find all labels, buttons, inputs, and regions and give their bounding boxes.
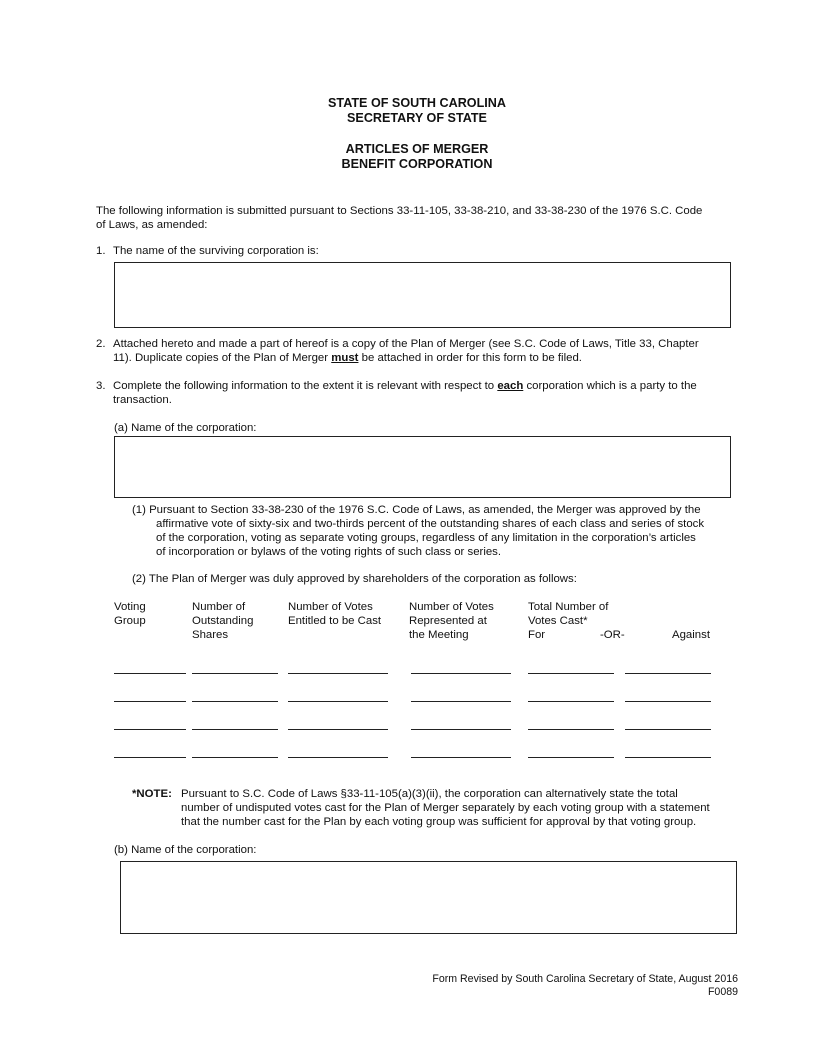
item-3-number: 3. bbox=[96, 380, 106, 392]
vote-row-4-votes-for-field[interactable] bbox=[528, 757, 614, 758]
col-header-or: -OR- bbox=[600, 629, 625, 641]
sub-2-text: (2) The Plan of Merger was duly approved by shareholders of the corporation as follows: bbox=[132, 573, 577, 585]
col-header-outstanding-shares bbox=[192, 600, 253, 642]
col-header-voting-group bbox=[114, 600, 146, 628]
item-3-each-emphasis: each bbox=[497, 380, 524, 392]
form-number: F0089 bbox=[707, 986, 738, 998]
item-3-line-1-post: corporation which is a party to the bbox=[523, 380, 697, 392]
vote-row-3-votes-for-field[interactable] bbox=[528, 729, 614, 730]
item-1-number: 1. bbox=[96, 245, 106, 257]
item-2-line-2-pre: 11). Duplicate copies of the Plan of Merger bbox=[113, 352, 332, 364]
vote-row-2-outstanding-shares-field[interactable] bbox=[192, 701, 278, 702]
form-title: ARTICLES OF MERGER bbox=[345, 142, 489, 156]
col-header-total-votes-l1: Total Number of bbox=[528, 601, 609, 613]
vote-row-1-votes-for-field[interactable] bbox=[528, 673, 614, 674]
vote-row-2-votes-for-field[interactable] bbox=[528, 701, 614, 702]
vote-row-1-outstanding-shares-field[interactable] bbox=[192, 673, 278, 674]
col-header-total-votes-cast bbox=[528, 600, 608, 628]
col-header-votes-represented-l2: Represented at bbox=[409, 615, 487, 627]
vote-row-2-votes-entitled-field[interactable] bbox=[288, 701, 388, 702]
vote-row-3-votes-represented-field[interactable] bbox=[411, 729, 511, 730]
vote-row-1-votes-represented-field[interactable] bbox=[411, 673, 511, 674]
col-header-for: For bbox=[528, 629, 546, 641]
col-header-votes-represented-l1: Number of Votes bbox=[409, 601, 494, 613]
item-2-must-emphasis: must bbox=[331, 352, 359, 364]
surviving-corporation-name-field[interactable] bbox=[114, 262, 731, 328]
vote-row-3-outstanding-shares-field[interactable] bbox=[192, 729, 278, 730]
col-header-votes-entitled bbox=[288, 600, 381, 628]
vote-row-1-voting-group-field[interactable] bbox=[114, 673, 186, 674]
col-header-outstanding-shares-l2: Outstanding bbox=[192, 615, 254, 627]
corporation-b-label: (b) Name of the corporation: bbox=[114, 844, 257, 856]
vote-row-4-outstanding-shares-field[interactable] bbox=[192, 757, 278, 758]
item-3-line-2: transaction. bbox=[113, 394, 172, 406]
col-header-votes-entitled-l2: Entitled to be Cast bbox=[288, 615, 382, 627]
vote-row-2-votes-against-field[interactable] bbox=[625, 701, 711, 702]
item-2-number: 2. bbox=[96, 338, 106, 350]
col-header-outstanding-shares-l3: Shares bbox=[192, 629, 229, 641]
col-header-outstanding-shares-l1: Number of bbox=[192, 601, 246, 613]
note-line-3: that the number cast for the Plan by each voting group was sufficient for approval by that voting group. bbox=[181, 816, 697, 828]
header-secretary: SECRETARY OF STATE bbox=[347, 111, 487, 125]
vote-row-3-votes-entitled-field[interactable] bbox=[288, 729, 388, 730]
vote-row-3-voting-group-field[interactable] bbox=[114, 729, 186, 730]
form-subtitle: BENEFIT CORPORATION bbox=[341, 157, 493, 171]
header-state: STATE OF SOUTH CAROLINA bbox=[328, 96, 506, 110]
item-2-line-1: Attached hereto and made a part of hereof is a copy of the Plan of Merger (see S.C. Code of Laws, Title 33, Chapter bbox=[113, 338, 699, 350]
item-3-line-1-pre: Complete the following information to the extent it is relevant with respect to bbox=[113, 380, 498, 392]
col-header-against: Against bbox=[672, 629, 710, 641]
note-label: *NOTE: bbox=[132, 788, 172, 800]
vote-row-4-votes-entitled-field[interactable] bbox=[288, 757, 388, 758]
note-line-2: number of undisputed votes cast for the Plan of Merger separately by each voting group with a statement bbox=[181, 802, 710, 814]
vote-row-4-votes-against-field[interactable] bbox=[625, 757, 711, 758]
item-2-line-2 bbox=[113, 351, 582, 365]
col-header-votes-entitled-l1: Number of Votes bbox=[288, 601, 373, 613]
form-revision-note: Form Revised by South Carolina Secretary of State, August 2016 bbox=[432, 973, 738, 985]
col-header-voting-group-l1: Voting bbox=[114, 601, 146, 613]
sub-1-line-2: affirmative vote of sixty-six and two-thirds percent of the outstanding shares of each class and series of stock bbox=[156, 518, 705, 530]
col-header-votes-represented bbox=[409, 600, 494, 642]
col-header-total-votes-l2: Votes Cast* bbox=[528, 615, 588, 627]
sub-1-line-1: (1) Pursuant to Section 33-38-230 of the 1976 S.C. Code of Laws, as amended, the Merger was approved by the bbox=[132, 504, 701, 516]
intro-line-2: of Laws, as amended: bbox=[96, 219, 208, 231]
col-header-voting-group-l2: Group bbox=[114, 615, 146, 627]
vote-row-2-voting-group-field[interactable] bbox=[114, 701, 186, 702]
item-2-line-2-post: be attached in order for this form to be filed. bbox=[358, 352, 582, 364]
vote-row-3-votes-against-field[interactable] bbox=[625, 729, 711, 730]
corporation-b-name-field[interactable] bbox=[120, 861, 737, 934]
corporation-a-name-field[interactable] bbox=[114, 436, 731, 498]
col-header-votes-represented-l3: the Meeting bbox=[409, 629, 469, 641]
vote-row-4-voting-group-field[interactable] bbox=[114, 757, 186, 758]
vote-row-1-votes-against-field[interactable] bbox=[625, 673, 711, 674]
sub-1-line-3: of the corporation, voting as separate voting groups, regardless of any limitation in the corporation’s articles bbox=[156, 532, 696, 544]
note-line-1: Pursuant to S.C. Code of Laws §33-11-105(a)(3)(ii), the corporation can alternatively state the total bbox=[181, 788, 678, 800]
sub-1-line-4: of incorporation or bylaws of the voting rights of such class or series. bbox=[156, 546, 502, 558]
vote-row-1-votes-entitled-field[interactable] bbox=[288, 673, 388, 674]
vote-row-4-votes-represented-field[interactable] bbox=[411, 757, 511, 758]
item-3-line-1 bbox=[113, 379, 697, 393]
intro-line-1: The following information is submitted pursuant to Sections 33-11-105, 33-38-210, and 33-38-230 of the 1976 S.C. Code bbox=[96, 205, 703, 217]
vote-row-2-votes-represented-field[interactable] bbox=[411, 701, 511, 702]
corporation-a-label: (a) Name of the corporation: bbox=[114, 422, 257, 434]
item-1-label: The name of the surviving corporation is: bbox=[113, 245, 319, 257]
